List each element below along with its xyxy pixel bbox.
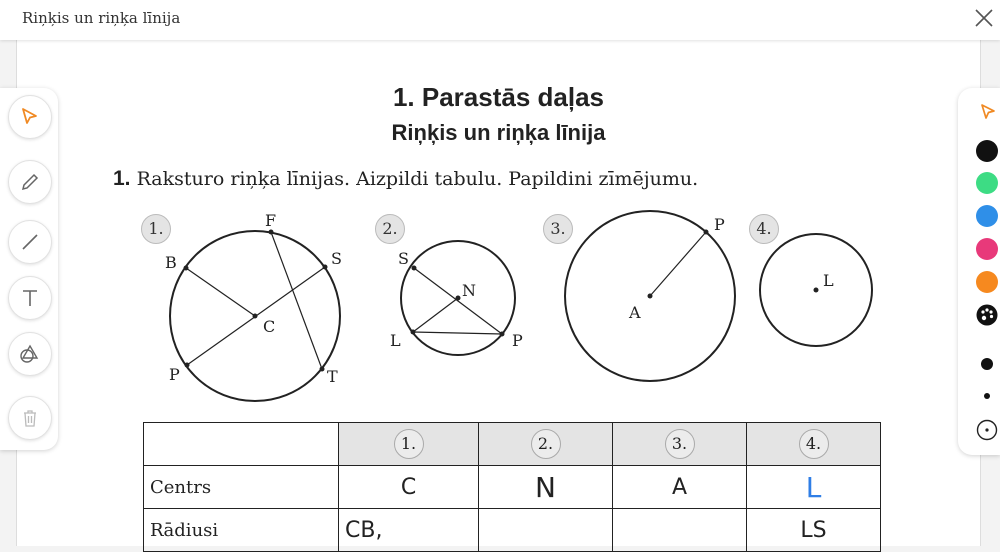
- task-text: Raksturo riņķa līnijas. Aizpildi tabulu. Papildini zīmējumu.: [136, 168, 699, 190]
- column-header: 4.: [799, 429, 829, 459]
- column-header: 3.: [665, 429, 695, 459]
- figure-2: [390, 241, 523, 355]
- shapes-tool-button[interactable]: [8, 332, 52, 376]
- point-label: L: [390, 331, 401, 350]
- figure-4-badge: 4.: [749, 214, 779, 244]
- select-icon[interactable]: [978, 102, 998, 127]
- column-header: 2.: [531, 429, 561, 459]
- radius-cb: [186, 268, 255, 316]
- select-tool-button[interactable]: [8, 95, 52, 139]
- point-label: P: [169, 365, 180, 384]
- stroke-size-small[interactable]: [984, 393, 990, 399]
- point-label: S: [398, 249, 409, 268]
- stroke-size-large[interactable]: [981, 358, 993, 370]
- close-icon[interactable]: [972, 6, 996, 30]
- color-swatch-green[interactable]: [976, 172, 998, 194]
- color-swatch-orange[interactable]: [976, 271, 998, 293]
- answer-cell[interactable]: [613, 509, 747, 552]
- figure-1: [165, 211, 342, 401]
- color-swatch-black[interactable]: [976, 140, 998, 162]
- answer-cell[interactable]: N: [479, 466, 613, 509]
- line-tool-button[interactable]: [8, 220, 52, 264]
- figure-4: [760, 234, 872, 346]
- figure-3-badge: 3.: [543, 214, 573, 244]
- point-label: P: [512, 331, 523, 350]
- task-number: 1.: [113, 167, 131, 190]
- right-toolbar: [958, 88, 1000, 455]
- pencil-tool-button[interactable]: [8, 160, 52, 204]
- answer-cell[interactable]: A: [613, 466, 747, 509]
- page-subtitle: Riņķis un riņķa līnija: [391, 120, 606, 145]
- figure-2-badge: 2.: [375, 214, 405, 244]
- circle-figures: [17, 40, 980, 420]
- left-toolbar: [0, 88, 58, 450]
- table-row: [144, 509, 881, 552]
- point-label: T: [327, 367, 338, 386]
- point-label: P: [714, 215, 725, 234]
- point-label: B: [165, 253, 177, 272]
- stroke-size-custom-icon[interactable]: [976, 419, 998, 446]
- point-label: S: [331, 249, 342, 268]
- row-label: Rādiusi: [144, 509, 339, 552]
- figure-1-badge: 1.: [141, 214, 171, 244]
- worksheet-page: [16, 40, 981, 546]
- figure-3: [565, 211, 735, 381]
- answer-cell[interactable]: CB,: [339, 509, 479, 552]
- answer-cell[interactable]: LS: [747, 509, 881, 552]
- point-label: F: [265, 211, 277, 230]
- column-header: 1.: [394, 429, 424, 459]
- point-label: N: [462, 281, 476, 300]
- point-label: A: [629, 303, 641, 322]
- table-row: [144, 466, 881, 509]
- window-titlebar: [0, 0, 1000, 40]
- answer-cell[interactable]: [479, 509, 613, 552]
- palette-icon[interactable]: [976, 304, 998, 331]
- row-label: Centrs: [144, 466, 339, 509]
- answer-cell[interactable]: L: [747, 466, 881, 509]
- table-header-row: [144, 423, 881, 466]
- color-swatch-blue[interactable]: [976, 205, 998, 227]
- page-title: 1. Parastās daļas: [392, 82, 605, 112]
- answer-table: [143, 422, 881, 552]
- text-tool-button[interactable]: [8, 276, 52, 320]
- point-label: L: [823, 271, 834, 290]
- trash-tool-button[interactable]: [8, 396, 52, 440]
- answer-cell[interactable]: C: [339, 466, 479, 509]
- color-swatch-pink[interactable]: [976, 238, 998, 260]
- window-title: Riņķis un riņķa līnija: [22, 9, 181, 27]
- point-label: C: [263, 317, 276, 336]
